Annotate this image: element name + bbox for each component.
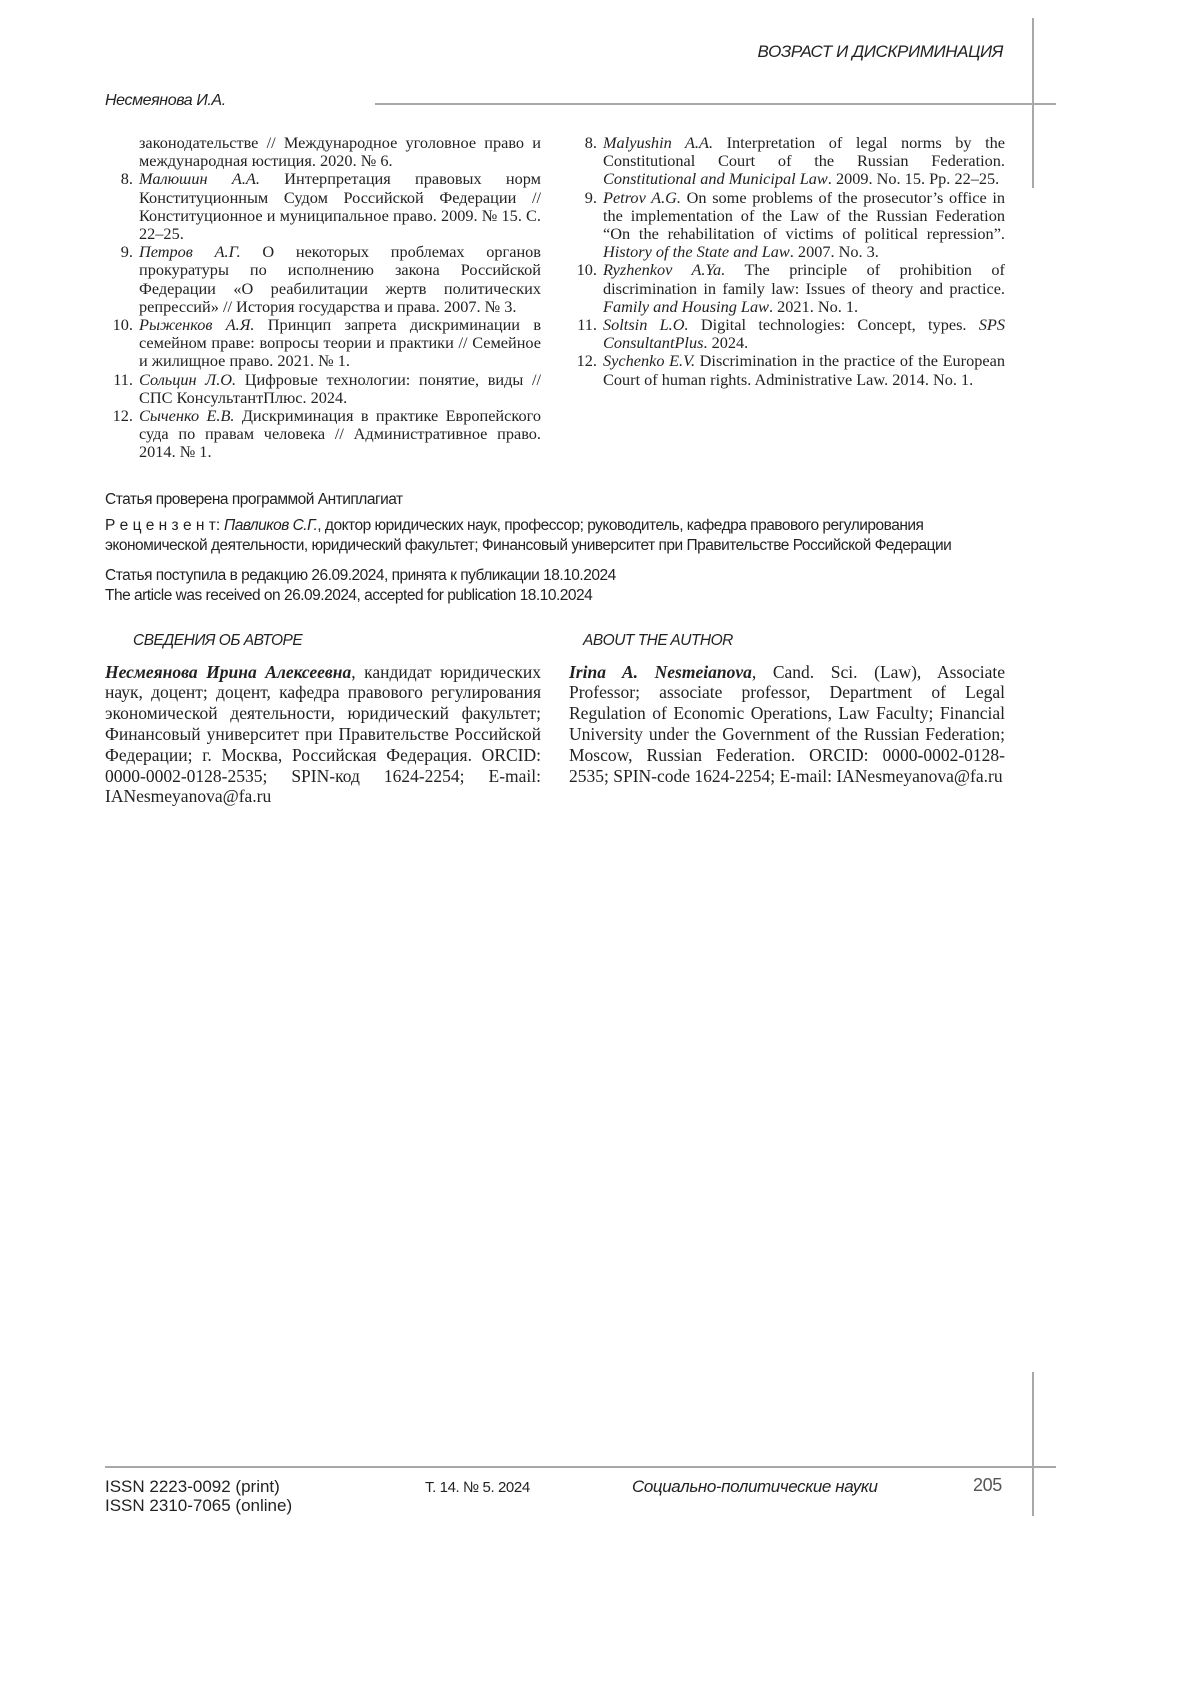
author-heading-en: ABOUT THE AUTHOR bbox=[555, 631, 1005, 651]
reference-item: 11. Сольцин Л.О. Цифровые технологии: понятие, виды // СПС КонсультантПлюс. 2024. bbox=[105, 371, 541, 407]
page-body bbox=[105, 134, 1005, 807]
references-row bbox=[105, 134, 1005, 462]
author-name-ru: Несмеянова Ирина Алексеевна bbox=[105, 662, 351, 682]
references-ru bbox=[105, 134, 541, 462]
author-info-ru: Несмеянова Ирина Алексеевна, кандидат юридических наук, доцент; доцент, кафедра правового регулирования экономической деятельности, юридический факультет; Финансовый университет при Правительстве Российской Федерации; г. Москва, Российская Федерация. ORCID: 0000-0002-0128-2535; SPIN-код 1624-2254; E-mail: IANesmeyanova@fa.ru bbox=[105, 662, 541, 808]
author-heading-ru: СВЕДЕНИЯ ОБ АВТОРЕ bbox=[105, 631, 555, 651]
volume-issue: Т. 14. № 5. 2024 bbox=[425, 1479, 530, 1496]
author-info-row bbox=[105, 662, 1005, 808]
author-headings-row bbox=[105, 631, 1005, 651]
reference-item: 8. Малюшин А.А. Интерпретация правовых норм Конституционным Судом Российской Федерации // Конституционное и муниципальное право. 2009. № 15. С. 22–25. bbox=[105, 170, 541, 243]
reference-item: законодательстве // Международное уголовное право и международная юстиция. 2020. № 6. bbox=[105, 134, 541, 170]
reference-item: 10. Рыженков А.Я. Принцип запрета дискриминации в семейном праве: вопросы теории и практики // Семейное и жилищное право. 2021. № 1. bbox=[105, 316, 541, 371]
reference-item: 12. Сыченко Е.В. Дискриминация в практике Европейского суда по правам человека // Административное право. 2014. № 1. bbox=[105, 407, 541, 462]
footer-vertical-rule bbox=[1032, 1372, 1034, 1516]
header-horizontal-rule bbox=[375, 103, 1056, 105]
reference-item: 11. Soltsin L.O. Digital technologies: Concept, types. SPS ConsultantPlus. 2024. bbox=[569, 316, 1005, 352]
reference-item: 9. Petrov A.G. On some problems of the prosecutor’s office in the implementation of the Law of the Russian Federation “On the rehabilitation of victims of political repression”. History of the State and Law. 2007. No. 3. bbox=[569, 189, 1005, 262]
reviewer-label: Р е ц е н з е н т: bbox=[105, 517, 220, 534]
journal-name: Социально-политические науки bbox=[632, 1477, 878, 1497]
section-title: ВОЗРАСТ И ДИСКРИМИНАЦИЯ bbox=[758, 42, 1004, 62]
issn-print: ISSN 2223-0092 (print) bbox=[105, 1477, 280, 1497]
issn-online: ISSN 2310-7065 (online) bbox=[105, 1496, 292, 1516]
author-info-en: Irina A. Nesmeianova, Cand. Sci. (Law), Associate Professor; associate professor, Department of Legal Regulation of Economic Operations, Law Faculty; Financial University under the Government of the Russian Federation; Moscow, Russian Federation. ORCID: 0000-0002-0128-2535; SPIN-code 1624-2254; E-mail: IANesmeyanova@fa.ru bbox=[569, 662, 1005, 787]
author-name-en: Irina A. Nesmeianova bbox=[569, 662, 752, 682]
antiplagiat-note: Статья проверена программой Антиплагиат bbox=[105, 490, 1005, 510]
references-en bbox=[569, 134, 1005, 389]
reference-item: 12. Sychenko E.V. Discrimination in the practice of the European Court of human rights. Administrative Law. 2014. No. 1. bbox=[569, 352, 1005, 388]
reviewer-name: Павликов С.Г. bbox=[224, 517, 317, 534]
reference-item: 8. Malyushin A.A. Interpretation of legal norms by the Constitutional Court of the Russian Federation. Constitutional and Municipal Law. 2009. No. 15. Pp. 22–25. bbox=[569, 134, 1005, 189]
received-date-en: The article was received on 26.09.2024, accepted for publication 18.10.2024 bbox=[105, 586, 1005, 606]
reviewer-note bbox=[105, 516, 1005, 556]
running-author: Несмеянова И.А. bbox=[105, 92, 226, 110]
page-number: 205 bbox=[973, 1475, 1002, 1496]
reference-item: 9. Петров А.Г. О некоторых проблемах органов прокуратуры по исполнению закона Российской Федерации «О реабилитации жертв политических репрессий» // История государства и права. 2007. № 3. bbox=[105, 243, 541, 316]
footer-horizontal-rule bbox=[105, 1466, 1056, 1468]
reference-item: 10. Ryzhenkov A.Ya. The principle of prohibition of discrimination in family law: Issues of theory and practice. Family and Housing Law. 2021. No. 1. bbox=[569, 261, 1005, 316]
reviewer-text: , доктор юридических наук, профессор; руководитель, кафедра правового регулирования экономической деятельности, юридический факультет; Финансовый университет при Правительстве Российской Федерации bbox=[105, 517, 951, 554]
received-date-ru: Статья поступила в редакцию 26.09.2024, принята к публикации 18.10.2024 bbox=[105, 566, 1005, 586]
